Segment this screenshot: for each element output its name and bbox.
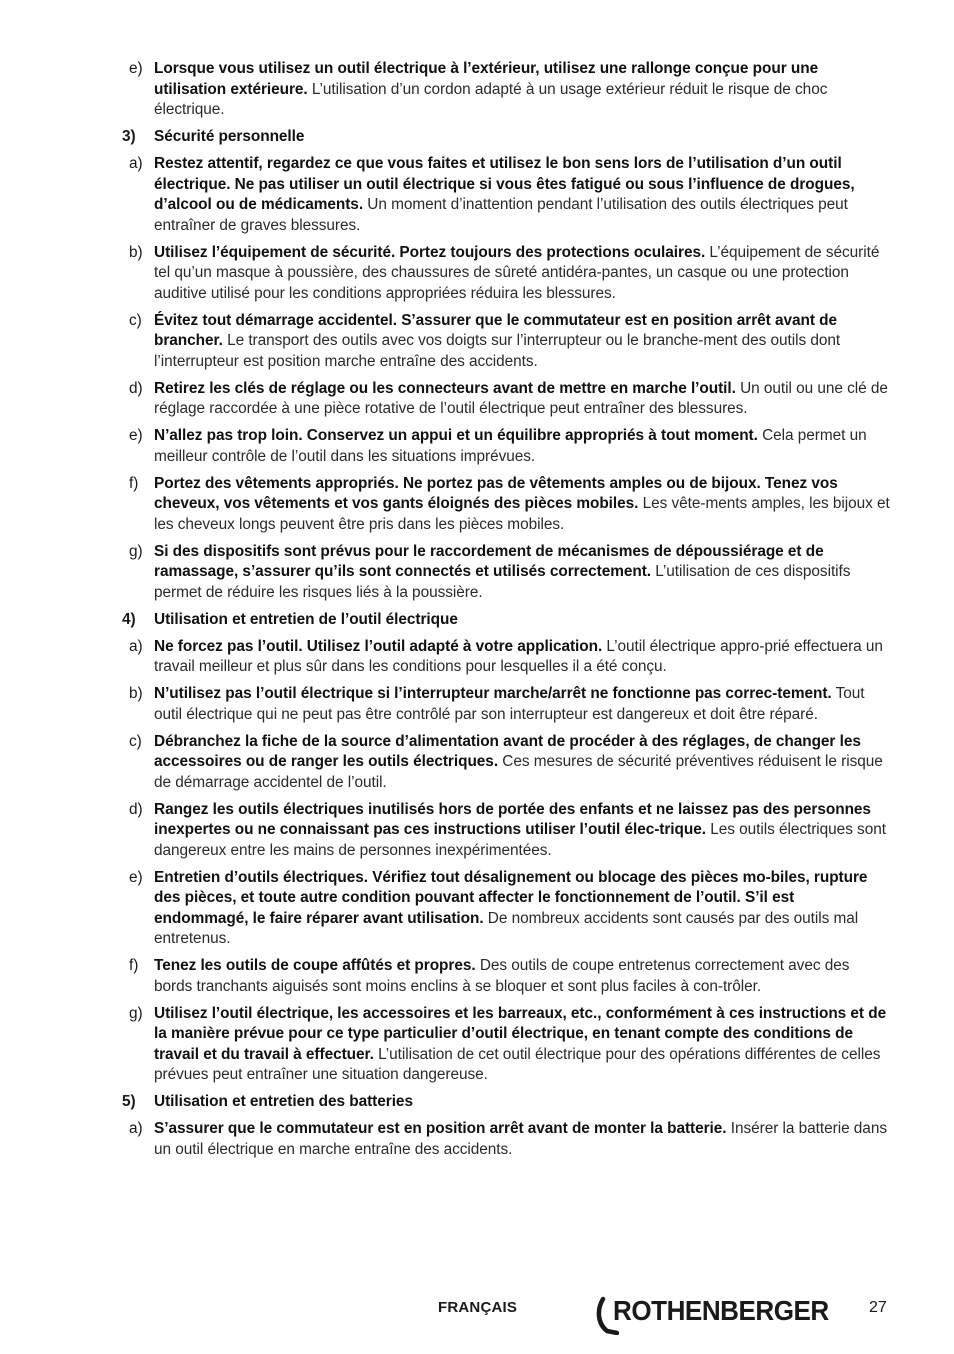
list-item [122,426,890,467]
item-bold-text: Utilisation et entretien des batteries [154,1093,413,1110]
item-bold-text: N’allez pas trop loin. Conservez un appui et un équilibre appropriés à tout moment. [154,427,758,444]
item-body-text: De nombreux accidents sont causés par des outils mal entretenus. [154,909,859,947]
list-item [122,311,890,373]
item-body-text: Tout outil électrique qui ne peut pas être contrôlé par son interrupteur est dangereux et doit être réparé. [154,685,865,723]
item-body-text: Les outils électriques sont dangereux entre les mains de personnes inexpérimentées. [154,821,886,859]
item-body-text: L’utilisation de ces dispositifs permet de réduire les risques liés à la poussière. [154,563,851,601]
brand-logo [595,1293,840,1337]
item-body-text: L’équipement de sécurité tel qu’un masque à poussière, des chaussures de sûreté antidéra-pantes, un casque ou une protection auditive utilisé pour les conditions appropriées réduira les blessures. [154,243,880,302]
item-marker: g) [129,1004,143,1022]
list-item [122,956,890,997]
list-item [122,243,890,305]
list-item [122,379,890,420]
item-bold-text: Rangez les outils électriques inutilisés hors de portée des enfants et ne laissez pas des personnes inexpertes ou ne connaissant pas ces instructions utiliser l’outil élec-trique. [154,800,871,838]
item-marker: c) [129,732,142,750]
item-marker: c) [129,311,142,329]
item-body-text: Cela permet un meilleur contrôle de l’outil dans les situations imprévues. [154,427,867,465]
section-heading [122,127,890,148]
item-body-text: L’outil électrique appro-prié effectuera un travail meilleur et plus sûr dans les conditions pour lesquelles il a été conçu. [154,637,883,675]
item-bold-text: Restez attentif, regardez ce que vous faites et utilisez le bon sens lors de l’utilisation d’un outil électrique. Ne pas utiliser un outil électrique si vous êtes fatigué ou sous l’influence de drogues, d’alcool ou de médicaments. [154,155,855,213]
list-item [122,1119,890,1160]
item-marker: a) [129,155,143,172]
section-heading [122,610,890,631]
list-item [122,637,890,678]
item-marker: e) [129,427,143,444]
item-marker: e) [129,868,143,886]
item-body-text: Les vête-ments amples, les bijoux et les cheveux longs peuvent être pris dans les pièces mobiles. [154,495,890,533]
item-bold-text: Si des dispositifs sont prévus pour le raccordement de mécanismes de dépoussiérage et de ramassage, s’assurer qu’ils sont connectés et utilisés correctement. [154,542,824,580]
page-number: 27 [869,1299,887,1316]
list-item [122,154,890,236]
list-item [122,868,890,950]
section-heading [122,1092,890,1113]
list-item [122,1004,890,1086]
item-bold-text: Débranchez la fiche de la source d’alimentation avant de procéder à des réglages, de changer les accessoires ou de ranger les outils électriques. [154,732,861,770]
item-marker: 4) [122,610,136,628]
item-body-text: Ces mesures de sécurité préventives réduisent le risque de démarrage accidentel de l’outil. [154,753,883,791]
item-bold-text: Lorsque vous utilisez un outil électrique à l’extérieur, utilisez une rallonge conçue pour une utilisation extérieure. [154,60,819,98]
item-body-text: L’utilisation d’un cordon adapté à un usage extérieur réduit le risque de choc électrique. [154,80,828,118]
list-item [122,800,890,862]
item-bold-text: Utilisez l’outil électrique, les accessoires et les barreaux, etc., conformément à ces instructions et de la manière prévue pour ce type particulier d’outil électrique, en tenant compte des conditions de travail et du travail à effectuer. [154,1004,887,1063]
item-bold-text: Retirez les clés de réglage ou les connecteurs avant de mettre en marche l’outil. [154,379,736,397]
logo-swoosh-icon [595,1295,619,1335]
item-bold-text: Sécurité personnelle [154,128,305,145]
item-bold-text: Portez des vêtements appropriés. Ne portez pas de vêtements amples ou de bijoux. Tenez vos cheveux, vos vêtements et vos gants éloignés des pièces mobiles. [154,474,838,512]
item-marker: d) [129,379,143,397]
list-item [122,59,890,121]
list-item [122,684,890,725]
document-body [122,59,890,1167]
language-label: FRANÇAIS [438,1299,518,1316]
item-bold-text: Utilisez l’équipement de sécurité. Portez toujours des protections oculaires. [154,243,706,261]
item-bold-text: N’utilisez pas l’outil électrique si l’interrupteur marche/arrêt ne fonctionne pas correc-tement. [154,685,832,702]
item-bold-text: Utilisation et entretien de l’outil électrique [154,610,458,628]
item-marker: b) [129,243,143,261]
item-marker: g) [129,542,143,560]
item-marker: e) [129,60,143,77]
item-marker: a) [129,1120,143,1137]
item-marker: f) [129,957,139,974]
item-body-text: Un moment d’inattention pendant l’utilisation des outils électriques peut entraîner de graves blessures. [154,196,848,234]
item-body-text: Un outil ou une clé de réglage raccordée à une pièce rotative de l’outil électrique peut entraîner des blessures. [154,379,888,417]
item-bold-text: Évitez tout démarrage accidentel. S’assurer que le commutateur est en position arrêt avant de brancher. [154,311,838,349]
item-marker: d) [129,800,143,818]
brand-name: ROTHENBERGER [613,1295,829,1326]
item-marker: 3) [122,128,136,145]
list-item [122,474,890,536]
list-item [122,542,890,604]
item-marker: b) [129,685,143,702]
item-body-text: Des outils de coupe entretenus correctement avec des bords tranchants aiguisés sont moins enclins à se bloquer et sont plus faciles à con-trôler. [154,957,850,995]
item-marker: f) [129,474,139,492]
item-bold-text: S’assurer que le commutateur est en position arrêt avant de monter la batterie. [154,1120,727,1137]
item-body-text: L’utilisation de cet outil électrique pour des opérations différentes de celles prévues peut entraîner une situation dangereuse. [154,1045,881,1083]
item-bold-text: Entretien d’outils électriques. Vérifiez tout désalignement ou blocage des pièces mo-biles, rupture des pièces, et toute autre condition pouvant affecter le fonctionnement de l’outil. S’il est endommagé, le faire réparer avant utilisation. [154,868,868,927]
list-item [122,732,890,794]
item-bold-text: Ne forcez pas l’outil. Utilisez l’outil adapté à votre application. [154,637,603,655]
item-marker: a) [129,637,143,655]
item-body-text: Le transport des outils avec vos doigts sur l’interrupteur ou le branche-ment des outils dont l’interrupteur est position marche entraîne des accidents. [154,332,841,370]
item-marker: 5) [122,1093,136,1110]
item-bold-text: Tenez les outils de coupe affûtés et propres. [154,957,476,974]
item-body-text: Insérer la batterie dans un outil électrique en marche entraîne des accidents. [154,1120,887,1158]
